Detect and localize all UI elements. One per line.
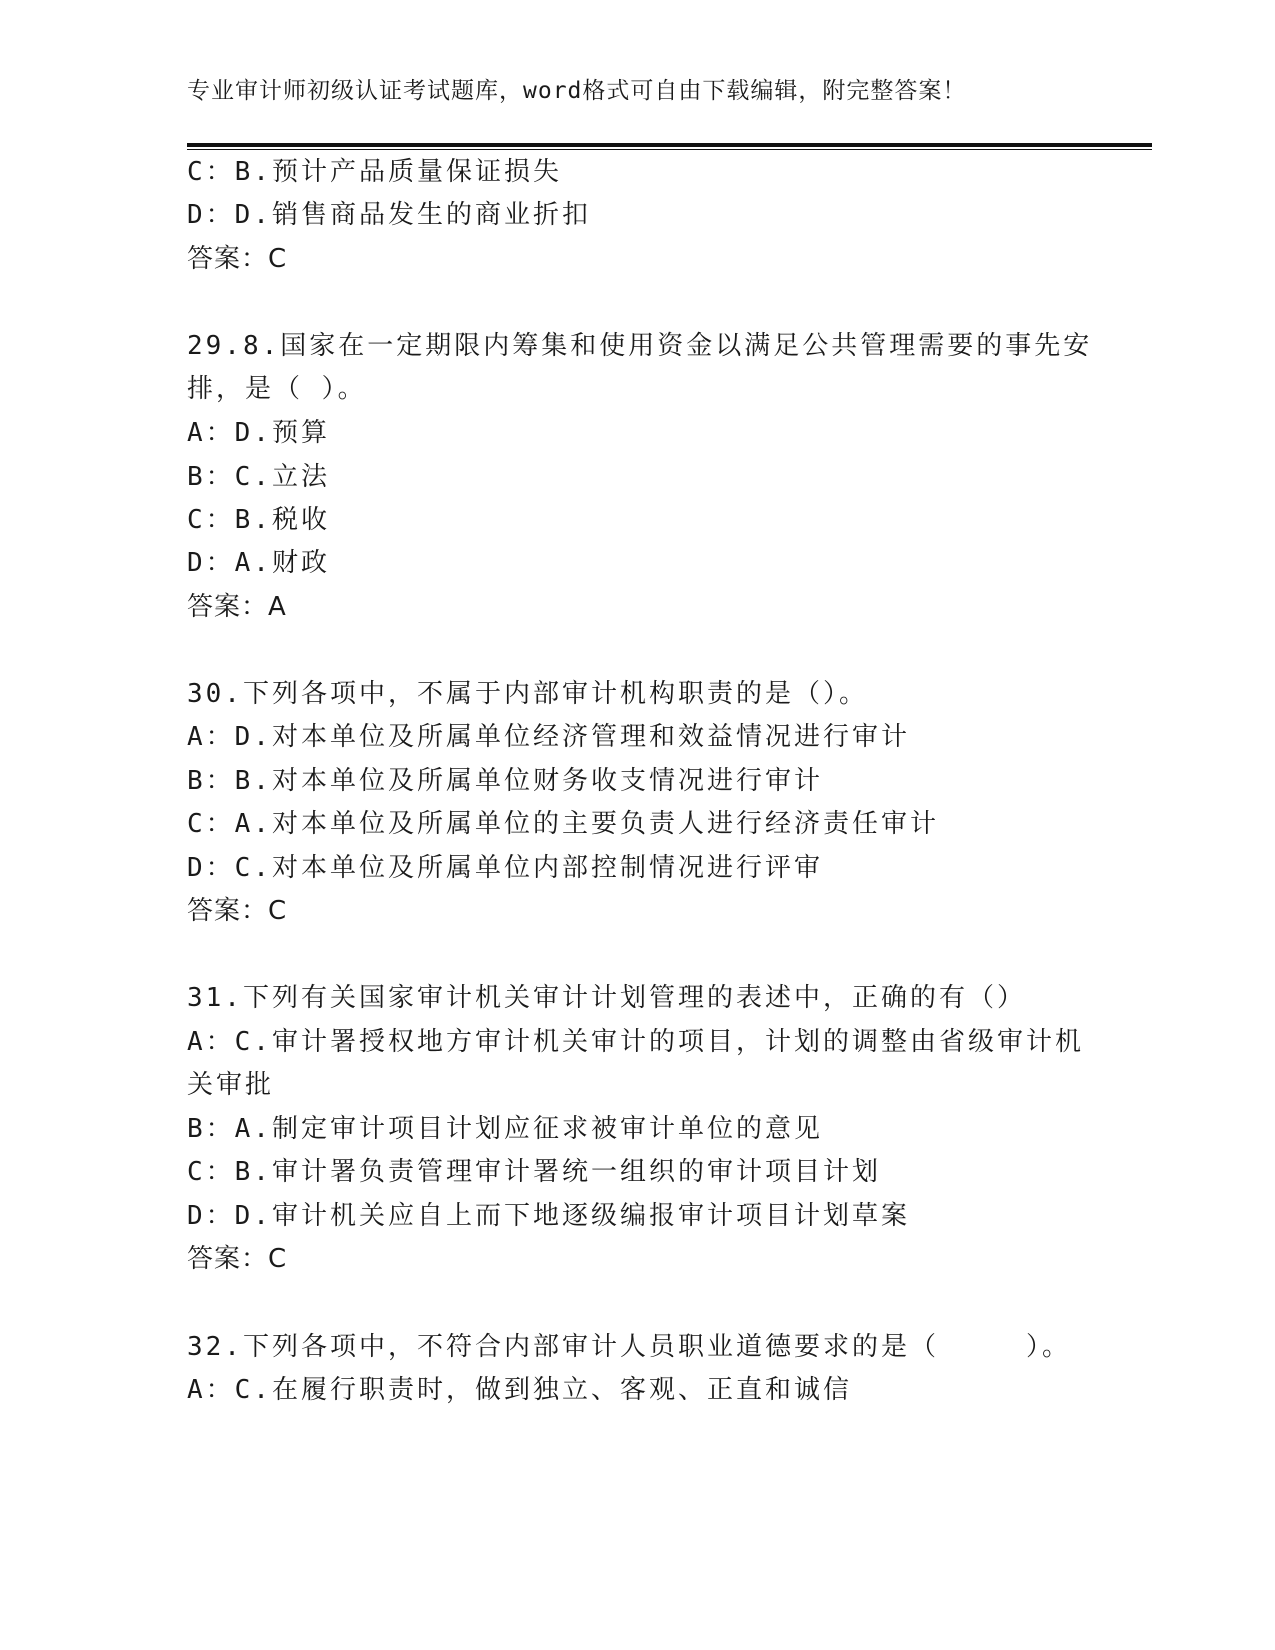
question-29-line-1: 29.8.国家在一定期限内筹集和使用资金以满足公共管理需要的事先安 bbox=[187, 331, 1093, 361]
option-a-q31-line-2: 关审批 bbox=[187, 1070, 275, 1100]
answer-q31: 答案：C bbox=[187, 1244, 288, 1274]
answer-q30: 答案：C bbox=[187, 896, 288, 926]
option-d-q30: D：C.对本单位及所属单位内部控制情况进行评审 bbox=[187, 853, 823, 883]
question-30: 30.下列各项中，不属于内部审计机构职责的是（）。 bbox=[187, 679, 868, 709]
option-b-q31: B：A.制定审计项目计划应征求被审计单位的意见 bbox=[187, 1114, 823, 1144]
option-a-q29: A：D.预算 bbox=[187, 418, 330, 448]
answer-q28: 答案：C bbox=[187, 244, 288, 274]
header-divider-thin bbox=[187, 149, 1152, 150]
option-c-q29: C：B.税收 bbox=[187, 505, 330, 535]
option-c-q30: C：A.对本单位及所属单位的主要负责人进行经济责任审计 bbox=[187, 809, 939, 839]
question-32: 32.下列各项中，不符合内部审计人员职业道德要求的是（ ）。 bbox=[187, 1332, 1071, 1362]
question-29-line-2: 排，是（ ）。 bbox=[187, 374, 367, 404]
question-31: 31.下列有关国家审计机关审计计划管理的表述中，正确的有（） bbox=[187, 983, 1026, 1013]
option-b-q29: B：C.立法 bbox=[187, 462, 330, 492]
option-d-q29: D：A.财政 bbox=[187, 548, 330, 578]
page-header: 专业审计师初级认证考试题库，word格式可自由下载编辑，附完整答案！ bbox=[187, 78, 967, 104]
option-a-q32: A：C.在履行职责时，做到独立、客观、正直和诚信 bbox=[187, 1375, 852, 1405]
option-d-q31: D：D.审计机关应自上而下地逐级编报审计项目计划草案 bbox=[187, 1201, 910, 1231]
option-c-q28: C：B.预计产品质量保证损失 bbox=[187, 157, 562, 187]
header-divider-thick bbox=[187, 143, 1152, 147]
answer-q29: 答案：A bbox=[187, 592, 287, 622]
option-a-q31-line-1: A：C.审计署授权地方审计机关审计的项目，计划的调整由省级审计机 bbox=[187, 1027, 1084, 1057]
option-b-q30: B：B.对本单位及所属单位财务收支情况进行审计 bbox=[187, 766, 823, 796]
option-d-q28: D：D.销售商品发生的商业折扣 bbox=[187, 200, 591, 230]
option-a-q30: A：D.对本单位及所属单位经济管理和效益情况进行审计 bbox=[187, 722, 910, 752]
option-c-q31: C：B.审计署负责管理审计署统一组织的审计项目计划 bbox=[187, 1157, 881, 1187]
